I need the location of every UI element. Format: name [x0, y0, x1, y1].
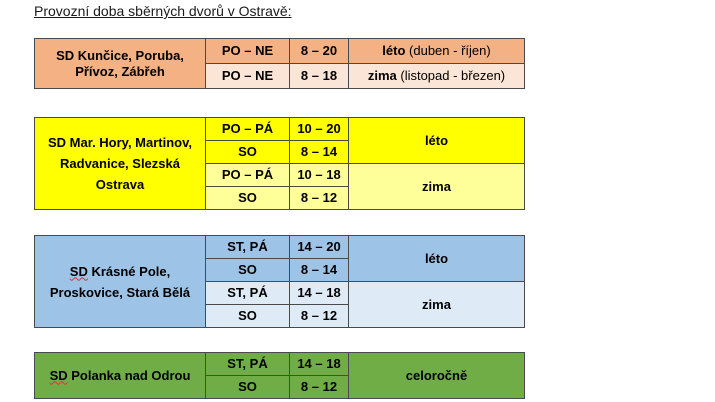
location-cell [35, 118, 206, 210]
season-label: léto [382, 43, 406, 58]
season-cell: léto [349, 118, 525, 164]
season-range: (listopad - březen) [396, 68, 506, 83]
season-cell: zima [349, 164, 525, 210]
hours-cell: 8 – 14 [290, 259, 349, 282]
hours-cell: 8 – 12 [290, 187, 349, 210]
hours-cell: 8 – 12 [290, 305, 349, 328]
days-cell: PO – NE [206, 64, 290, 89]
days-cell: SO [206, 376, 290, 399]
hours-cell: 14 – 18 [290, 282, 349, 305]
days-cell: ST, PÁ [206, 236, 290, 259]
days-cell: ST, PÁ [206, 353, 290, 376]
schedule-table-polanka [34, 352, 525, 399]
season-cell [349, 39, 525, 64]
season-label: zima [367, 68, 397, 83]
season-range: (duben - říjen) [405, 43, 491, 58]
hours-cell: 8 – 20 [290, 39, 349, 64]
schedule-table-mar-hory [34, 117, 525, 210]
days-cell: PO – PÁ [206, 118, 290, 141]
hours-cell: 8 – 12 [290, 376, 349, 399]
days-cell: ST, PÁ [206, 282, 290, 305]
hours-cell: 14 – 18 [290, 353, 349, 376]
schedule-table-kuncice [34, 38, 525, 89]
hours-cell: 10 – 20 [290, 118, 349, 141]
location-name [35, 261, 205, 303]
location-name: SD Kunčice, Poruba, Přívoz, Zábřeh [56, 47, 184, 79]
days-cell: SO [206, 259, 290, 282]
hours-cell: 8 – 14 [290, 141, 349, 164]
schedule-table-krasne-pole [34, 235, 525, 328]
days-cell: SO [206, 187, 290, 210]
location-name [35, 368, 205, 384]
hours-cell: 8 – 18 [290, 64, 349, 89]
location-cell [35, 39, 206, 89]
location-cell [35, 353, 206, 399]
location-text: Krásné Pole, Proskovice, Stará Bělá [49, 263, 191, 300]
days-cell: PO – NE [206, 39, 290, 64]
page-heading: Provozní doba sběrných dvorů v Ostravě: [34, 3, 292, 19]
days-cell: SO [206, 141, 290, 164]
season-cell: celoročně [349, 353, 525, 399]
days-cell: SO [206, 305, 290, 328]
hours-cell: 14 – 20 [290, 236, 349, 259]
days-cell: PO – PÁ [206, 164, 290, 187]
location-text: Polanka nad Odrou [67, 367, 191, 383]
hours-cell: 10 – 18 [290, 164, 349, 187]
location-cell [35, 236, 206, 328]
location-name: SD Mar. Hory, Martinov, Radvanice, Slezská Ostrava [48, 135, 192, 192]
location-prefix: SD [49, 367, 68, 383]
season-cell: zima [349, 282, 525, 328]
location-prefix: SD [69, 263, 88, 279]
season-cell [349, 64, 525, 89]
season-cell: léto [349, 236, 525, 282]
